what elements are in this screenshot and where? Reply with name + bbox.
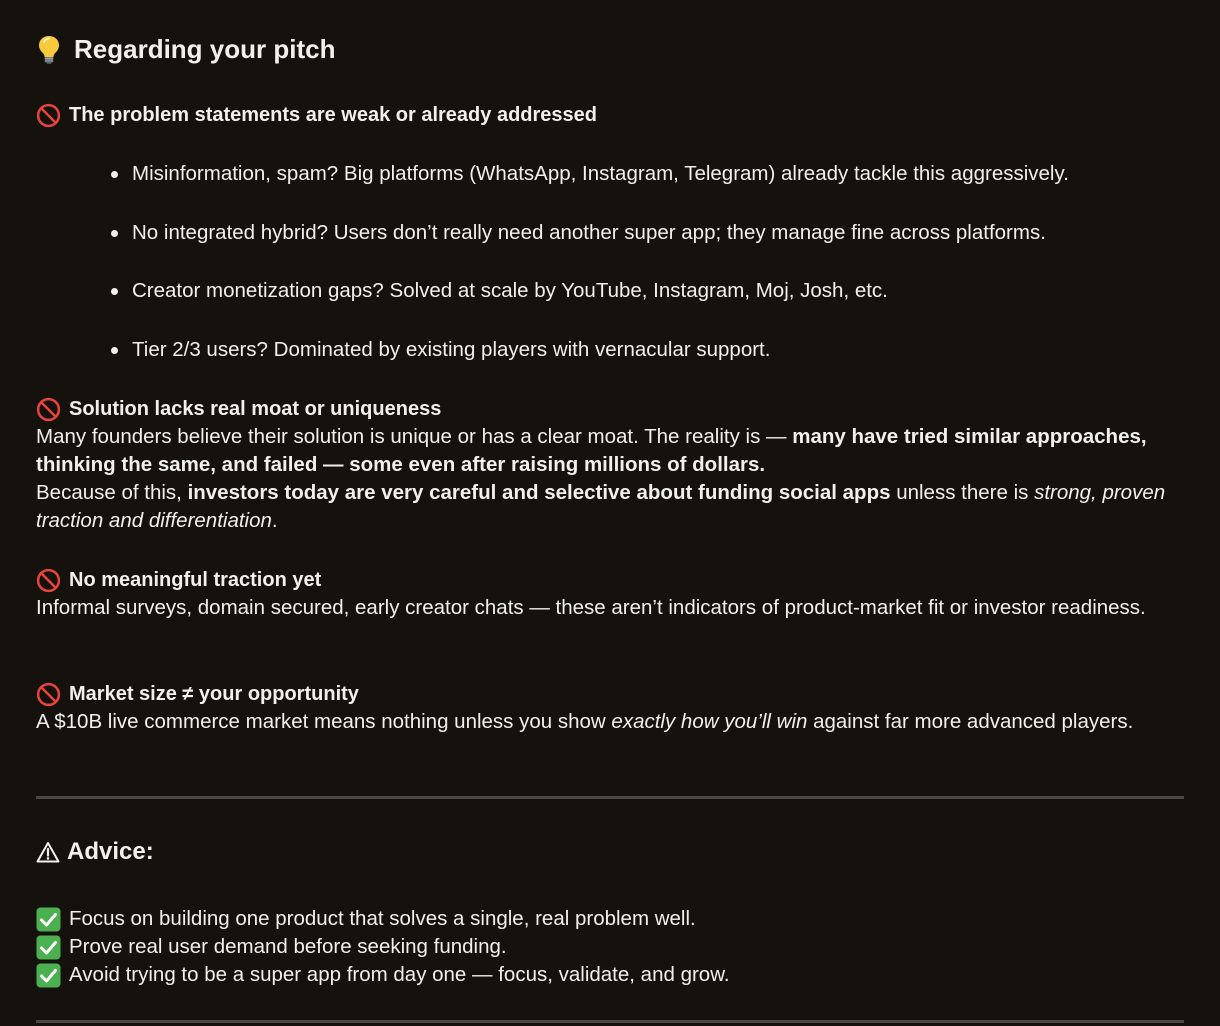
prohibited-icon (36, 682, 61, 707)
check-mark-icon (36, 935, 61, 960)
list-item: Prove real user demand before seeking funding. (36, 933, 730, 961)
divider (36, 1020, 1184, 1023)
traction-paragraph: Informal surveys, domain secured, early creator chats — these aren’t indicators of product-market fit or investor readiness. (36, 596, 1146, 619)
list-item: Misinformation, spam? Big platforms (WhatsApp, Instagram, Telegram) already tackle this aggressively. (108, 160, 1069, 219)
check-mark-icon (36, 907, 61, 932)
section-title-text: No meaningful traction yet (69, 569, 322, 591)
lightbulb-icon (36, 34, 62, 64)
section-title-traction (36, 566, 321, 594)
list-item: Creator monetization gaps? Solved at scale by YouTube, Instagram, Moj, Josh, etc. (108, 277, 1069, 336)
market-paragraph: A $10B live commerce market means nothing unless you show exactly how you’ll win against far more advanced players. (36, 710, 1134, 733)
section-title-moat (36, 395, 441, 423)
list-item: No integrated hybrid? Users don’t really need another super app; they manage fine across platforms. (108, 219, 1069, 278)
prohibited-icon (36, 103, 61, 128)
advice-title: Advice: (67, 838, 154, 865)
list-item: Focus on building one product that solves a single, real problem well. (36, 905, 730, 933)
list-item: Tier 2/3 users? Dominated by existing players with vernacular support. (108, 336, 1069, 395)
advice-list (36, 905, 730, 989)
list-item: Avoid trying to be a super app from day one — focus, validate, and grow. (36, 961, 730, 989)
page-heading (36, 30, 335, 68)
warning-icon (36, 841, 60, 863)
problem-points-list (108, 160, 1069, 395)
page-title: Regarding your pitch (74, 34, 336, 64)
section-title-problem (36, 101, 597, 129)
section-title-text: Market size ≠ your opportunity (69, 683, 359, 705)
moat-paragraph: Many founders believe their solution is unique or has a clear moat. The reality is — many have tried similar approaches, thinking the same, and failed — some even after raising millions of dollars. Because of this, investors today are very careful and selective about funding social apps unless there is strong, proven traction and differentiation. (36, 425, 1166, 532)
advice-heading (36, 835, 154, 869)
divider (36, 796, 1184, 799)
check-mark-icon (36, 963, 61, 988)
section-title-market (36, 680, 359, 708)
prohibited-icon (36, 397, 61, 422)
prohibited-icon (36, 568, 61, 593)
section-title-text: Solution lacks real moat or uniqueness (69, 398, 442, 420)
section-title-text: The problem statements are weak or already addressed (69, 104, 597, 126)
